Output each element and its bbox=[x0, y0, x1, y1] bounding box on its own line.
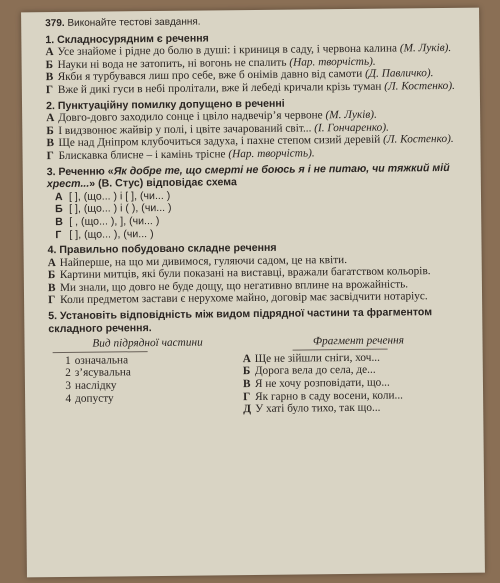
question-4-title: 4. Правильно побудовано складне речення bbox=[47, 241, 277, 257]
question-2-title: 2. Пунктуаційну помилку допущено в реченні bbox=[45, 97, 285, 112]
question-5-title: 5. Установіть відповідність між видом підрядної частини та фрагментом складного речення. bbox=[48, 306, 433, 335]
q5-right-item: Б Дорога вела до села, де... bbox=[242, 364, 376, 378]
q5-left-head: Вид підрядної частини bbox=[92, 336, 203, 350]
q5-left-item: 2 з’ясувальна bbox=[65, 366, 131, 380]
q1-option-b: Б Науки ні вода не затопить, ні вогонь не спалить (Нар. творчість). bbox=[45, 55, 376, 71]
divider bbox=[53, 351, 148, 353]
q4-option-c: В Ми знали, що довго не буде дощу, що негативно вплине на врожайність. bbox=[47, 278, 409, 295]
question-5 bbox=[48, 306, 475, 418]
q2-option-c: В Ще над Дніпром клубочиться задуха, і пахне степом сизий деревій (Л. Костенко). bbox=[46, 133, 454, 150]
q5-left-item: 1 означальна bbox=[64, 354, 129, 367]
q5-right-item: Д У хаті було тихо, так що... bbox=[243, 401, 381, 416]
q5-left-item: 3 наслідку bbox=[65, 379, 117, 393]
question-3-title: 3. Реченню «Як добре те, що смерті не боюсь я і не питаю, чи тяжкий мій хрест...» (В. Стус) відповідає схема bbox=[46, 161, 450, 191]
question-2 bbox=[46, 95, 473, 162]
q5-left-item: 4 допусту bbox=[65, 392, 114, 405]
q5-right-item: В Я не хочу розповідати, що... bbox=[242, 376, 390, 391]
question-3 bbox=[47, 161, 474, 241]
exercise-instruction: Виконайте тестові завдання. bbox=[67, 16, 201, 29]
q1-option-c: В Якби я турбувався лиш про себе, вже б онімів давно від самоти (Д. Павличко). bbox=[45, 67, 434, 84]
q2-option-b: Б І видзвонює жайвір у полі, і цвіте зачарований світ... (І. Гончаренко). bbox=[46, 121, 389, 137]
q5-right-head: Фрагмент речення bbox=[312, 334, 405, 348]
q3-option-b: Б [ ], (що... ) і ( ), (чи... ) bbox=[55, 202, 172, 216]
q1-option-d: Г Вже й дикі гуси в небі пролітали, вже й лебеді кричали крізь туман (Л. Костенко). bbox=[45, 79, 455, 97]
question-1-title: 1. Складносурядним є речення bbox=[45, 32, 209, 46]
divider bbox=[293, 348, 388, 350]
q3-option-c: В [ , (що... ), ], (чи... ) bbox=[55, 214, 160, 228]
q2-option-d: Г Блискавка блисне – і камінь тріснe (Нар. творчість). bbox=[46, 147, 315, 163]
q1-option-a: А Усе знайоме і рідне до болю в душі: і криниця в саду, і червона калина (М. Луків). bbox=[45, 42, 452, 59]
q4-option-d: Г Коли предметом застави є нерухоме майно, договір має засвідчити нотаріус. bbox=[48, 290, 428, 307]
q5-right-item: А Ще не зійшли сніги, хоч... bbox=[242, 351, 380, 365]
q3-option-a: А [ ], (що... ) і [ ], (чи... ) bbox=[54, 189, 171, 203]
page-content bbox=[21, 8, 483, 423]
textbook-page bbox=[21, 8, 485, 578]
q5-right-item: Г Як гарно в саду восени, коли... bbox=[243, 389, 404, 403]
q4-option-a: А Найперше, на що ми дивимося, гуляючи садом, це на квіти. bbox=[47, 253, 348, 269]
exercise-header bbox=[45, 14, 471, 31]
q5-match-table bbox=[48, 334, 475, 418]
exercise-number: 379. bbox=[45, 17, 65, 30]
question-1 bbox=[45, 29, 472, 96]
q5-left-column bbox=[48, 336, 243, 418]
q3-option-d: Г [ ], (що... ), (чи... ) bbox=[55, 227, 154, 241]
question-4 bbox=[47, 240, 474, 307]
q4-option-b: Б Картини митців, які були показані на виставці, вражали багатством кольорів. bbox=[47, 265, 431, 282]
q5-right-column bbox=[242, 334, 475, 416]
q2-option-a: А Довго-довго заходило сонце і цвіло надвечір’я червоне (М. Луків). bbox=[46, 108, 377, 125]
q3-schemas bbox=[55, 186, 474, 241]
